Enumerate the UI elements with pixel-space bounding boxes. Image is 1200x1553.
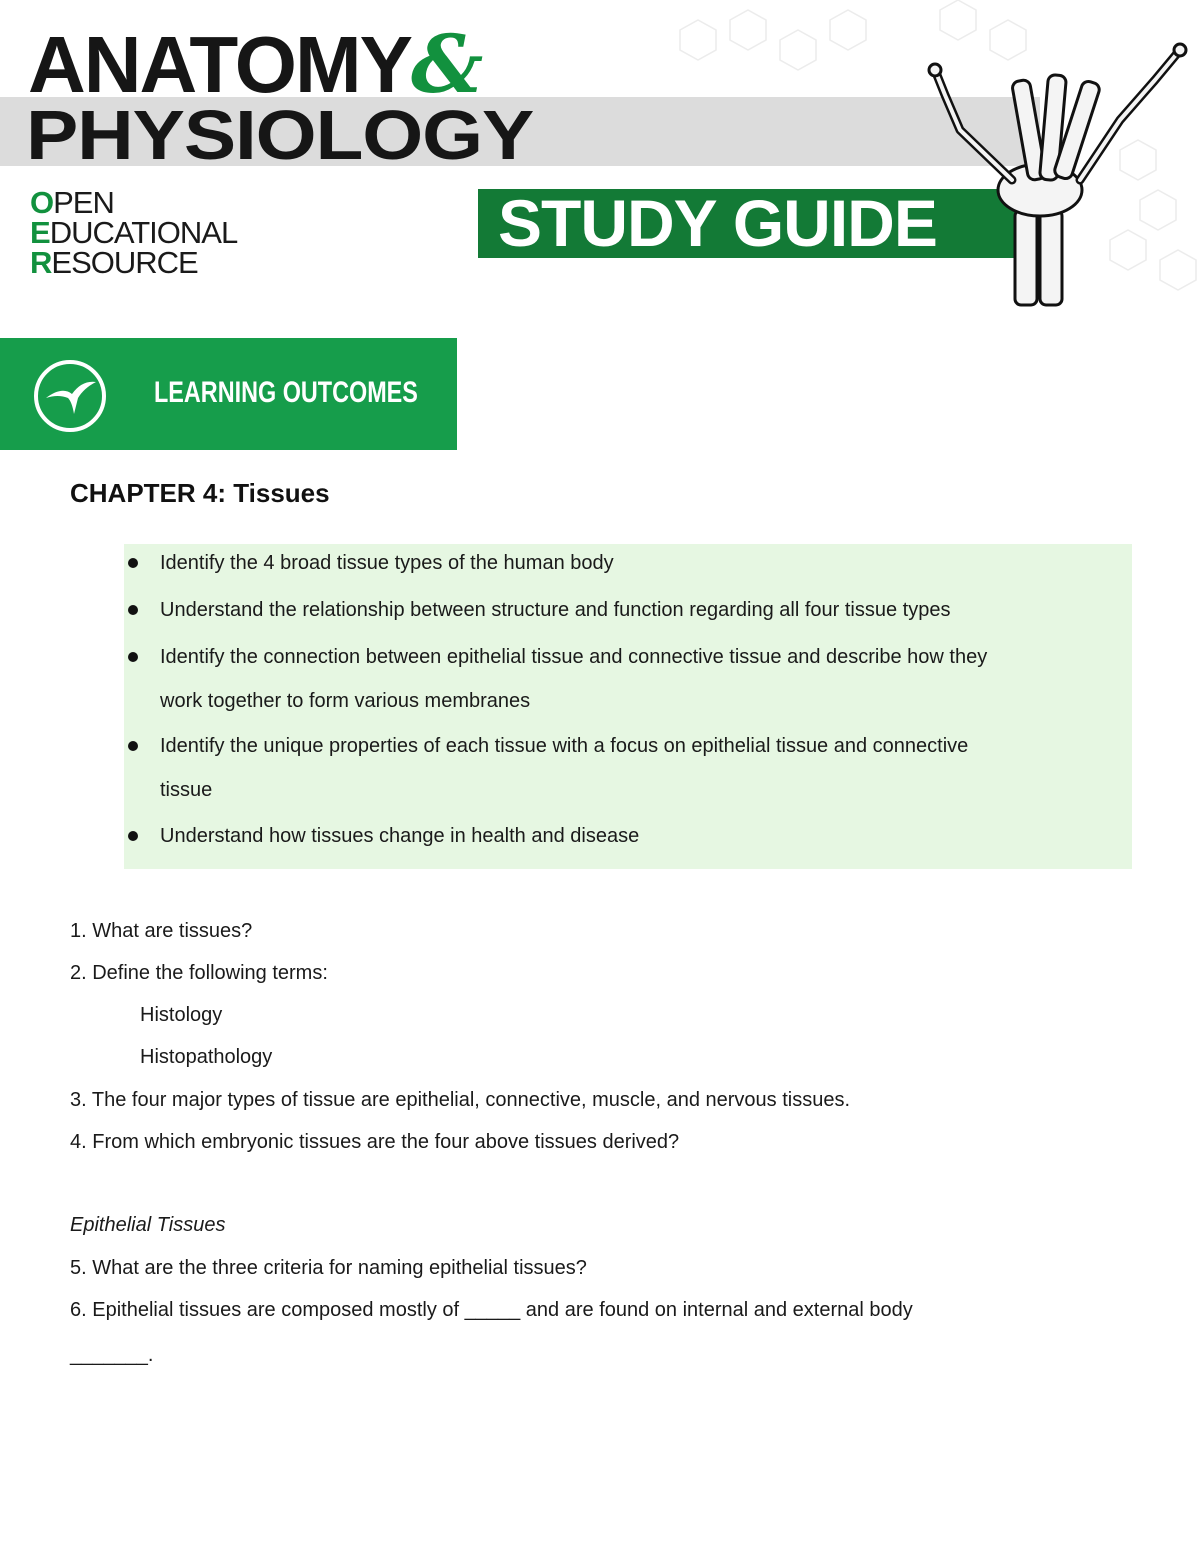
term-histopathology: Histopathology — [140, 1046, 273, 1068]
study-guide-banner: STUDY GUIDE — [478, 189, 1018, 258]
bullet-dot — [128, 831, 138, 841]
bullet-dot — [128, 741, 138, 751]
bullet-dot — [128, 652, 138, 662]
question-6: 6. Epithelial tissues are composed mostly of _____ and are found on internal and external body — [70, 1299, 913, 1321]
question-2: 2. Define the following terms: — [70, 962, 328, 984]
question-4: 4. From which embryonic tissues are the four above tissues derived? — [70, 1131, 680, 1153]
section-heading-epithelial: Epithelial Tissues — [70, 1214, 226, 1236]
logo-title-anatomy: ANATOMY& — [28, 17, 482, 111]
oer-line-open: OPEN — [30, 185, 114, 220]
term-histology: Histology — [140, 1004, 223, 1026]
bird-in-circle-icon — [32, 358, 108, 434]
learning-outcomes-title: LEARNING OUTCOMES — [154, 376, 418, 409]
logo-ampersand: & — [411, 17, 482, 111]
oer-logo — [30, 185, 238, 280]
oer-line-resource: RESOURCE — [30, 245, 198, 280]
bullet-dot — [128, 558, 138, 568]
oer-line-educational: EDUCATIONAL — [30, 215, 238, 250]
logo-title-physiology: PHYSIOLOGY — [26, 96, 534, 174]
outcome-item: Identify the 4 broad tissue types of the human body — [160, 552, 614, 574]
question-5: 5. What are the three criteria for naming epithelial tissues? — [70, 1257, 587, 1279]
outcome-item-continued: tissue — [160, 779, 213, 801]
outcome-item: Identify the connection between epithelial tissue and connective tissue and describe how they — [160, 646, 988, 668]
bullet-dot — [128, 605, 138, 615]
chapter-title: CHAPTER 4: Tissues — [70, 478, 330, 508]
question-3: 3. The four major types of tissue are epithelial, connective, muscle, and nervous tissues. — [70, 1089, 851, 1111]
outcome-item-continued: work together to form various membranes — [160, 690, 531, 712]
outcome-item: Understand the relationship between structure and function regarding all four tissue types — [160, 599, 951, 621]
question-1: 1. What are tissues? — [70, 920, 253, 942]
question-6-continued: _______. — [70, 1344, 154, 1366]
skeleton-hand-icon — [920, 20, 1200, 310]
outcome-item: Identify the unique properties of each tissue with a focus on epithelial tissue and connective — [160, 735, 969, 757]
outcome-item: Understand how tissues change in health and disease — [160, 825, 640, 847]
